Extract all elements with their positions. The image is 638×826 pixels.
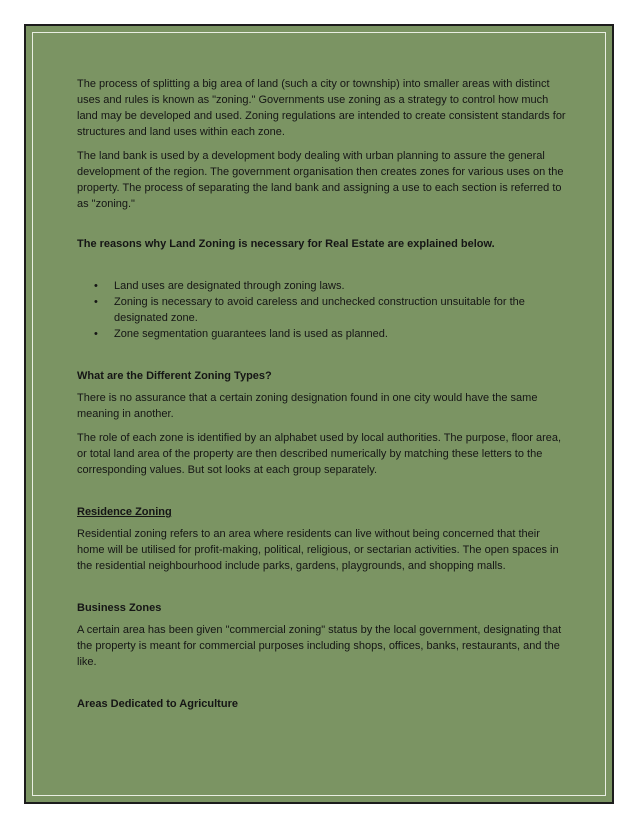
list-item-text: Zoning is necessary to avoid careless and unchecked construction unsuitable for the designated zone. bbox=[114, 296, 525, 324]
reasons-list bbox=[77, 278, 567, 342]
types-paragraph-1: There is no assurance that a certain zoning designation found in one city would have the same meaning in another. bbox=[77, 392, 538, 420]
bullet-icon: • bbox=[94, 296, 98, 308]
agriculture-heading: Areas Dedicated to Agriculture bbox=[77, 698, 238, 710]
list-item bbox=[77, 294, 567, 326]
bullet-icon: • bbox=[94, 328, 98, 340]
types-paragraph-2: The role of each zone is identified by an alphabet used by local authorities. The purpose, floor area, or total land area of the property are then described numerically by matching these letters to the corresponding values. But sot looks at each group separately. bbox=[77, 432, 562, 476]
residence-paragraph: Residential zoning refers to an area where residents can live without being concerned that their home will be utilised for profit-making, political, religious, or sectarian activities. The open spaces in the residential neighbourhood include parks, gardens, playgrounds, and shopping malls. bbox=[77, 528, 559, 572]
bullet-icon: • bbox=[94, 280, 98, 292]
list-item-text: Land uses are designated through zoning laws. bbox=[114, 280, 345, 292]
business-heading: Business Zones bbox=[77, 602, 162, 614]
reasons-heading: The reasons why Land Zoning is necessary for Real Estate are explained below. bbox=[77, 238, 495, 250]
intro-paragraph-2: The land bank is used by a development body dealing with urban planning to assure the general development of the region. The government organisation then creates zones for various uses on the property. The process of separating the land bank and assigning a use to each section is referred to as "zoning." bbox=[77, 150, 564, 210]
document-page bbox=[24, 24, 614, 804]
residence-heading: Residence Zoning bbox=[77, 506, 172, 518]
list-item bbox=[77, 326, 567, 342]
intro-paragraph-1: The process of splitting a big area of land (such a city or township) into smaller areas with distinct uses and rules is known as "zoning." Governments use zoning as a strategy to control how much land may be developed and used. Zoning regulations are intended to create consistent standards for structures and land uses within each zone. bbox=[77, 78, 566, 138]
list-item bbox=[77, 278, 567, 294]
business-paragraph: A certain area has been given "commercial zoning" status by the local government, designating that the property is meant for commercial purposes including shops, offices, banks, restaurants, and the like. bbox=[77, 624, 562, 668]
types-heading: What are the Different Zoning Types? bbox=[77, 370, 272, 382]
list-item-text: Zone segmentation guarantees land is used as planned. bbox=[114, 328, 388, 340]
document-content bbox=[77, 76, 567, 712]
